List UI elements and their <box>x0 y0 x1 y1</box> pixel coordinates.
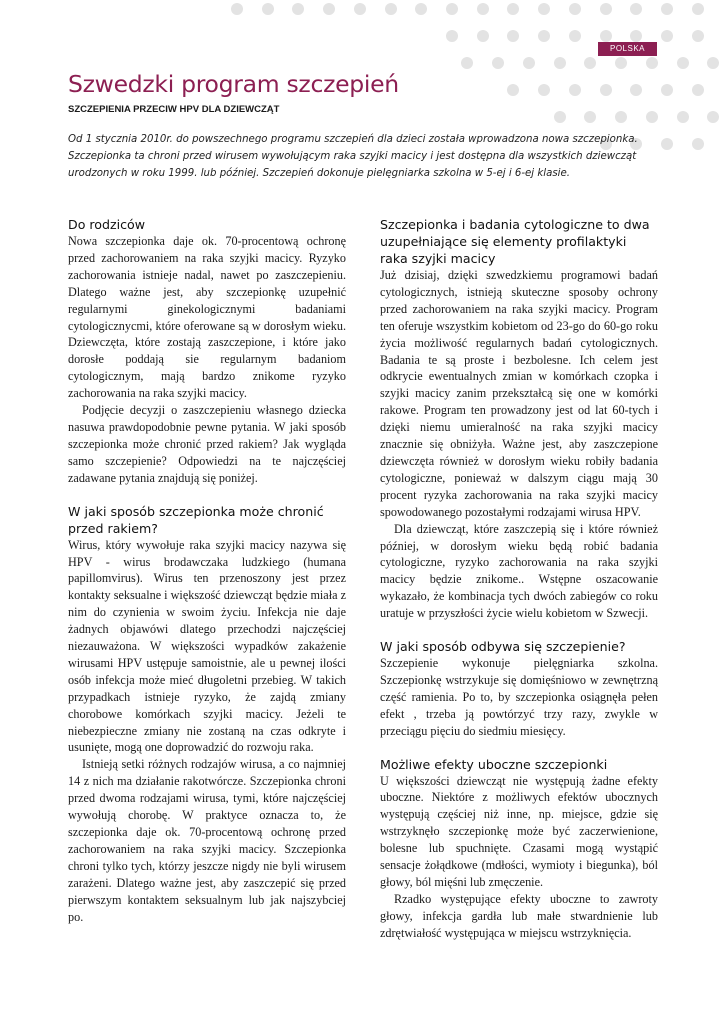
paragraph: Rzadko występujące efekty uboczne to zawroty głowy, infekcja gardła lub małe stwardnienie lub zdrętwiałość występująca w miejscu wstrzyknięcia. <box>380 891 658 940</box>
decorative-dot <box>354 3 366 15</box>
section-heading-cytology: Szczepionka i badania cytologiczne to dwa uzupełniające się elementy profilaktyki raka szyjki macicy <box>380 217 650 266</box>
decorative-dot <box>646 57 658 69</box>
page-subtitle: SZCZEPIENIA PRZECIW HPV DLA DZIEWCZĄT <box>68 104 280 115</box>
decorative-dot <box>507 30 519 42</box>
decorative-dot <box>661 84 673 96</box>
decorative-dot <box>477 3 489 15</box>
paragraph: Dla dziewcząt, które zaszczepią się i które również później, w dorosłym wieku będą robić badania cytologiczne, ryzyko zachorowania na raka szyjki macicy będzie znikome.. Wstępne oszacowanie wykazało, że kombinacja tych dwóch zabiegów co roku uratuje w przyszłości życie wielu kobietom w Szwecji. <box>380 521 658 621</box>
section-heading-side-effects: Możliwe efekty uboczne szczepionki <box>380 756 608 772</box>
decorative-dot <box>661 3 673 15</box>
paragraph: Wirus, który wywołuje raka szyjki macicy nazywa się HPV - wirus brodawczaka ludzkiego (humana papillomvirus). Wirus ten przenoszony jest przez kontakty seksualne i większość dziewcząt będzie miała z nim do czynienia w swoim życiu. Infekcja nie daje żadnych objawówi dlatego przechodzi najczęściej niezauważona. W większości wypadków zakażenie wirusami HPV ustępuje samoistnie, ale u pewnej ilości osób infekcja może mieć długoletni przebieg. W takich przypadkach istnieje ryzyko, że zajdą zmiany chorobowe komórkach szyjki macicy. Jeżeli te niebezpieczne zmiany nie zostaną na czas odkryte i usunięte, mogą one doprowadzić do rozwoju raka. <box>68 537 346 755</box>
decorative-dot <box>584 57 596 69</box>
decorative-dot <box>646 111 658 123</box>
decorative-dot <box>569 84 581 96</box>
page-title: Szwedzki program szczepień <box>68 70 399 98</box>
decorative-dot <box>615 111 627 123</box>
decorative-dot <box>446 3 458 15</box>
decorative-dot <box>630 84 642 96</box>
paragraph: U większości dziewcząt nie występują żadne efekty uboczne. Niektóre z możliwych efektów ubocznych występują częściej niż inne, np. miejsce, gdzie się wstrzyknęło szczepionkę może być zaczerwienione, bolesne lub spuchnięte. Czasami mogą wystąpić sensacje żołądkowe (mdłości, wymioty i biegunka), ból głowy, ból mięśni lub zmęczenie. <box>380 773 658 889</box>
decorative-dot <box>538 30 550 42</box>
decorative-dot <box>707 57 719 69</box>
decorative-dot <box>707 111 719 123</box>
decorative-dot <box>692 30 704 42</box>
decorative-dot <box>415 3 427 15</box>
paragraph: Istnieją setki różnych rodzajów wirusa, a co najmniej 14 z nich ma działanie rakotwórcze. Szczepionka chroni przed dwoma rodzajami wirusa, tymi, które najczęściej wywołują chorobę. W praktyce oznacza to, że szczepionka daje ok. 70-procentową ochronę przed zachorowaniem na raka szyjki macicy. Szczepionka chroni tylko tych, którzy jeszcze nigdy nie byli wirusem zarażeni. Dlatego ważne jest, aby zaszczepić się przed pierwszym kontaktem seksualnym lub jak najszybciej po. <box>68 757 346 924</box>
section-heading-parents: Do rodziców <box>68 217 146 232</box>
decorative-dot <box>677 111 689 123</box>
decorative-dot <box>523 57 535 69</box>
decorative-dot <box>630 3 642 15</box>
decorative-dot <box>292 3 304 15</box>
decorative-dot <box>538 84 550 96</box>
paragraph: Podjęcie decyzji o zaszczepieniu własnego dziecka nasuwa prawdopodobnie pewne pytania. W jaki sposób szczepionka może chronić przed rakiem? Jak wygląda samo szczepienie? Odpowiedzi na te najczęściej zadawane pytania znajdują się poniżej. <box>68 403 346 485</box>
decorative-dot <box>584 111 596 123</box>
decorative-dot <box>231 3 243 15</box>
decorative-dot <box>461 57 473 69</box>
intro-paragraph: Od 1 stycznia 2010r. do powszechnego programu szczepień dla dzieci została wprowadzona nowa szczepionka. Szczepionka ta chroni przed wirusem wywołującym raka szyjki macicy i jest dostępna dla wszystkich dziewcząt urodzonych w roku 1999. lub później. Szczepień dokonuje pielęgniarka szkolna w 5-ej i 6-ej klasie. <box>68 134 638 179</box>
left-column <box>68 216 346 925</box>
decorative-dot <box>630 30 642 42</box>
decorative-dot <box>600 3 612 15</box>
decorative-dot <box>692 138 704 150</box>
decorative-dot <box>692 84 704 96</box>
decorative-dot <box>615 57 627 69</box>
decorative-dot <box>385 3 397 15</box>
decorative-dot <box>600 30 612 42</box>
paragraph: Szczepienie wykonuje pielęgniarka szkolna. Szczepionkę wstrzykuje się domięśniowo w zewnętrzną część ramienia. Po to, by szczepionka osiągnęła pełen efekt , trzeba ją powtórzyć trzy razy, zwykle w przeciągu pięciu do siedmiu miesięcy. <box>380 656 658 738</box>
decorative-dot <box>477 30 489 42</box>
decorative-dot <box>507 3 519 15</box>
decorative-dot <box>507 84 519 96</box>
right-column <box>380 216 658 942</box>
section-heading-protection: W jaki sposób szczepionka może chronić przed rakiem? <box>68 503 324 536</box>
decorative-dot <box>323 3 335 15</box>
decorative-dot <box>677 57 689 69</box>
decorative-dot <box>692 3 704 15</box>
decorative-dot <box>661 30 673 42</box>
section-heading-procedure: W jaki sposób odbywa się szczepienie? <box>380 639 626 655</box>
paragraph: Już dzisiaj, dzięki szwedzkiemu programowi badań cytologicznych, istnieją skuteczne sposoby ochrony przed zachorowaniem na raka szyjki macicy. Program ten oferuje wszystkim kobietom od 23-go do 60-go roku życia możliwość regularnych badań cytologicznych. Badania te są proste i bezbolesne. Ich celem jest odkrycie ewentualnych zmian w komórkach czopka i szyjki macicy zanim przekształcą się one w komórki rakowe. Program ten prowadzony jest od lat 60-tych i dzięki niemu umieralność na raka szyjki macicy znacznie się obniżyła. Ważne jest, aby zaszczepione dziewczęta również w dorosłym wieku robiły badania cytologiczne, ponieważ w dalszym ciągu mają 30 procent ryzyka zachorowania na raka szyjki macicy spowodowanego pozostałymi rodzajami wirusa HPV. <box>380 268 658 519</box>
decorative-dot <box>661 138 673 150</box>
decorative-dot <box>600 84 612 96</box>
decorative-dot <box>262 3 274 15</box>
decorative-dot <box>446 30 458 42</box>
decorative-dot <box>554 57 566 69</box>
language-tag: POLSKA <box>598 42 657 56</box>
paragraph: Nowa szczepionka daje ok. 70-procentową ochronę przed zachorowaniem na raka szyjki macicy. Ryzyko zachorowania istnieje nadal, nawet po zaszczepieniu. Dlatego ważne jest, aby szczepionkę uzupełnić regularnymi ginekologicznymi badaniami cytologicznycmi, które oferowane są w dorosłym wieku. Dziewczęta, które zostają zaszczepione, i które jako dorosłe poddają sie regularnym badaniom cytologicznym, mają bardzo znikome ryzyko zachorowania na raka szyjki macicy. <box>68 234 346 401</box>
decorative-dot <box>538 3 550 15</box>
decorative-dot <box>554 111 566 123</box>
decorative-dot <box>569 3 581 15</box>
decorative-dot <box>492 57 504 69</box>
decorative-dot <box>569 30 581 42</box>
